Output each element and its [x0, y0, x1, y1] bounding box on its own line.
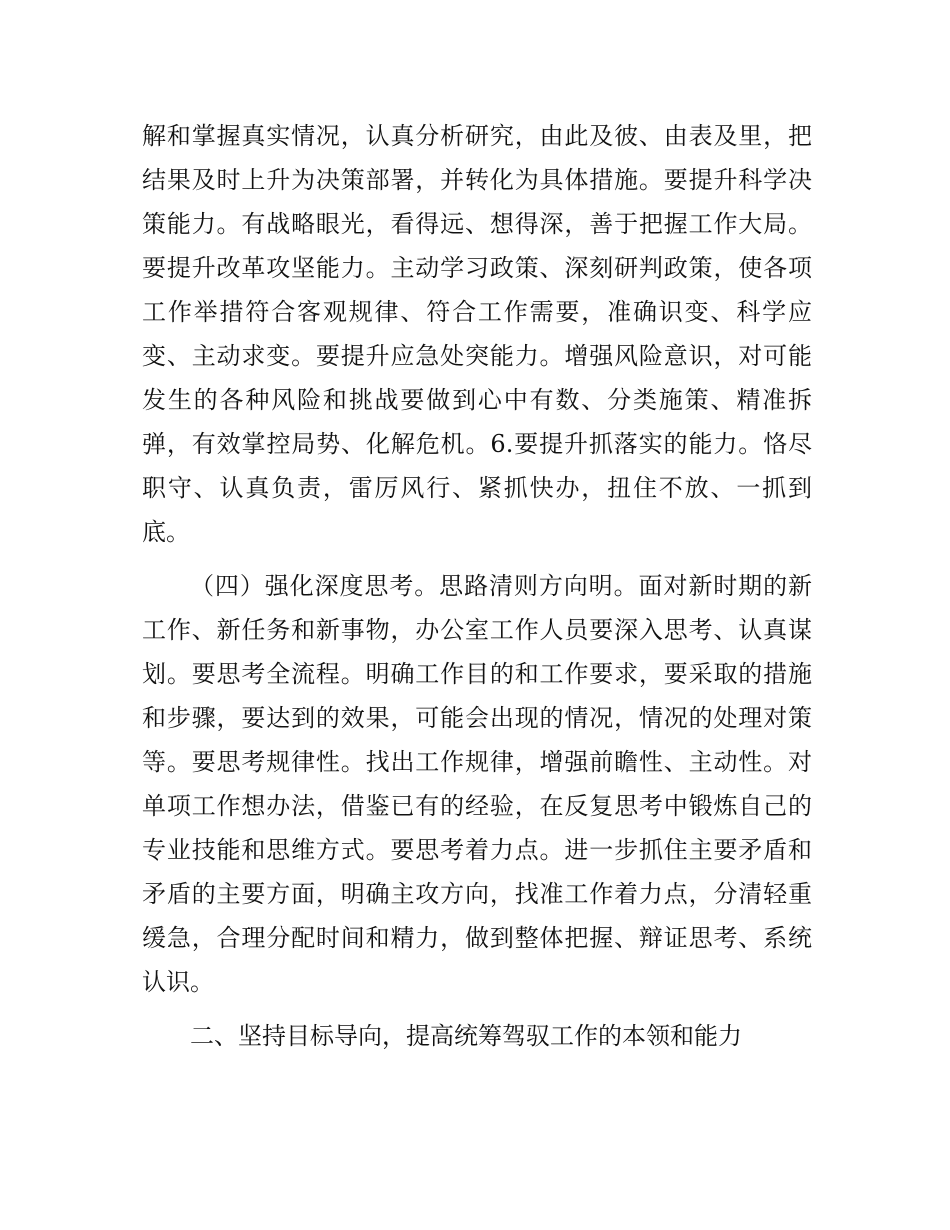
paragraph-line: 解和掌握真实情况，认真分析研究，由此及彼、由表及里，把: [142, 122, 812, 150]
paragraph-line: 矛盾的主要方面，明确主攻方向，找准工作着力点，分清轻重: [142, 880, 812, 908]
paragraph-line: 结果及时上升为决策部署，并转化为具体措施。要提升科学决: [142, 166, 812, 194]
paragraph-line: 变、主动求变。要提升应急处突能力。增强风险意识，对可能: [142, 342, 812, 370]
paragraph-line: 和步骤，要达到的效果，可能会出现的情况，情况的处理对策: [142, 704, 812, 732]
paragraph-line: 策能力。有战略眼光，看得远、想得深，善于把握工作大局。: [142, 210, 812, 238]
paragraph-line: 工作举措符合客观规律、符合工作需要，准确识变、科学应: [142, 298, 812, 326]
section-heading: 二、坚持目标导向，提高统筹驾驭工作的本领和能力: [190, 1022, 742, 1050]
paragraph-line: 缓急，合理分配时间和精力，做到整体把握、辩证思考、系统: [142, 924, 812, 952]
paragraph-line: 认识。: [142, 968, 214, 996]
paragraph-line: 发生的各种风险和挑战要做到心中有数、分类施策、精准拆: [142, 386, 812, 414]
paragraph-line: 等。要思考规律性。找出工作规律，增强前瞻性、主动性。对: [142, 748, 812, 776]
paragraph-line: 职守、认真负责，雷厉风行、紧抓快办，扭住不放、一抓到: [142, 474, 812, 502]
paragraph-line: 工作、新任务和新事物，办公室工作人员要深入思考、认真谋: [142, 616, 812, 644]
paragraph-line: （四）强化深度思考。思路清则方向明。面对新时期的新: [190, 572, 812, 600]
paragraph-line: 要提升改革攻坚能力。主动学习政策、深刻研判政策，使各项: [142, 254, 812, 282]
paragraph-line: 弹，有效掌控局势、化解危机。6.要提升抓落实的能力。恪尽: [142, 430, 812, 458]
paragraph-line: 底。: [142, 518, 190, 546]
paragraph-line: 专业技能和思维方式。要思考着力点。进一步抓住主要矛盾和: [142, 836, 812, 864]
paragraph-line: 划。要思考全流程。明确工作目的和工作要求，要采取的措施: [142, 660, 812, 688]
paragraph-line: 单项工作想办法，借鉴已有的经验，在反复思考中锻炼自己的: [142, 792, 812, 820]
